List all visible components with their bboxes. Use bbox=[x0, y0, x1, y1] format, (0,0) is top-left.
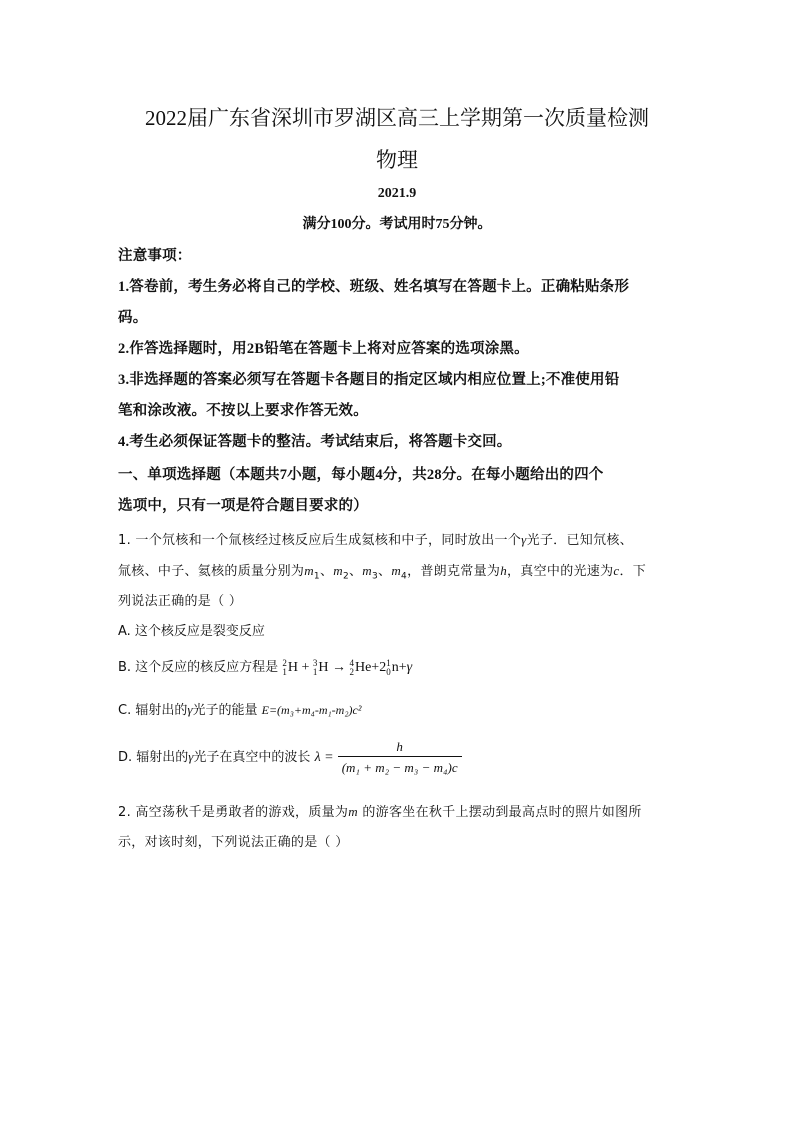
notice-item-3: 3.非选择题的答案必须写在答题卡各题目的指定区域内相应位置上;不准使用铅 bbox=[118, 372, 620, 388]
notice-item-2: 2.作答选择题时，用2B铅笔在答题卡上将对应答案的选项涂黑。 bbox=[118, 341, 529, 357]
q2-line1 bbox=[118, 796, 690, 828]
q1-option-d-text: 光子在真空中的波长 bbox=[193, 750, 311, 765]
light-speed-c: c bbox=[613, 563, 620, 578]
q1-option-a: A. 这个核反应是裂变反应 bbox=[118, 624, 265, 639]
subject-title: 物理 bbox=[376, 148, 418, 172]
q1-text: ，普朗克常量为 bbox=[407, 564, 501, 579]
notice-item-4: 4.考生必须保证答题卡的整洁。考试结束后，将答题卡交回。 bbox=[118, 434, 512, 450]
q1-option-c bbox=[118, 698, 690, 723]
fraction-numerator: h bbox=[396, 739, 403, 754]
mass-m1-sub: 1 bbox=[313, 571, 320, 582]
exam-date: 2021.9 bbox=[377, 186, 417, 201]
mass-m: m bbox=[348, 804, 358, 819]
wavelength-fraction bbox=[338, 738, 462, 777]
q1-text: 氚核、中子、氦核的质量分别为 bbox=[118, 564, 305, 579]
notice-item-3-cont: 笔和涂改液。不按以上要求作答无效。 bbox=[118, 403, 368, 419]
gamma-symbol: γ bbox=[187, 702, 193, 717]
lambda-symbol: λ = bbox=[314, 750, 334, 765]
q1-text: ．下 bbox=[619, 564, 647, 579]
section-heading-line1: 一、单项选择题（本题共7小题，每小题4分，共28分。在每小题给出的四个 bbox=[118, 467, 604, 483]
mass-m3: m bbox=[362, 563, 372, 578]
q1-line1 bbox=[118, 524, 690, 556]
q1-text: ，真空中的光速为 bbox=[507, 564, 614, 579]
nuclear-equation: 2 1H + 3 1H → 4 2He+21 0n+γ bbox=[282, 657, 413, 677]
q1-line3: 列说法正确的是（ ） bbox=[118, 594, 243, 609]
q2-text: 的游客坐在秋千上摆动到最高点时的照片如图所 bbox=[357, 805, 642, 820]
gamma-symbol: γ bbox=[188, 749, 194, 764]
q1-text: 1. 一个氘核和一个氚核经过核反应后生成氦核和中子，同时放出一个 bbox=[118, 533, 522, 548]
page-title: 2022届广东省深圳市罗湖区高三上学期第一次质量检测 bbox=[145, 106, 649, 130]
mass-m3-sub: 3 bbox=[372, 571, 379, 582]
score-line: 满分100分。考试用时75分钟。 bbox=[302, 217, 492, 232]
q2-text: 2. 高空荡秋千是勇敢者的游戏，质量为 bbox=[118, 805, 349, 820]
q1-text: 光子．已知氘核、 bbox=[526, 533, 633, 548]
q1-option-b-label: B. 这个反应的核反应方程是 bbox=[118, 660, 279, 675]
section-heading-line2: 选项中，只有一项是符合题目要求的） bbox=[118, 498, 368, 514]
notice-item-1-cont: 码。 bbox=[118, 310, 148, 326]
energy-formula: E=(m₃+m₄-m₁-m₂)c² bbox=[261, 703, 362, 717]
q1-option-b bbox=[118, 656, 690, 680]
q1-option-c-label: C. 辐射出的 bbox=[118, 703, 188, 718]
planck-h: h bbox=[500, 563, 507, 578]
mass-m2: m bbox=[333, 563, 343, 578]
q1-option-c-text: 光子的能量 bbox=[192, 703, 258, 718]
mass-m4-sub: 4 bbox=[401, 571, 408, 582]
q1-line2: 氚核、中子、氦核的质量分别为$m_1$、$m_2$、$m_3$、$m_4$，普朗克常量为h，真空中的光速为c．下 bbox=[118, 563, 647, 582]
q1-option-d-label: D. 辐射出的 bbox=[118, 750, 189, 765]
mass-m4: m bbox=[391, 563, 402, 578]
mass-m2-sub: 2 bbox=[342, 571, 349, 582]
gamma-symbol: γ bbox=[521, 532, 527, 547]
fraction-denominator: (m₁ + m₂ − m₃ − m₄)c bbox=[338, 756, 462, 777]
q2-line2: 示，对该时刻，下列说法正确的是（ ） bbox=[118, 835, 349, 850]
q1-option-d bbox=[118, 738, 690, 777]
mass-m1: m bbox=[304, 563, 314, 578]
notice-heading: 注意事项： bbox=[118, 248, 192, 264]
notice-item-1: 1.答卷前，考生务必将自己的学校、班级、姓名填写在答题卡上。正确粘贴条形 bbox=[118, 279, 630, 295]
